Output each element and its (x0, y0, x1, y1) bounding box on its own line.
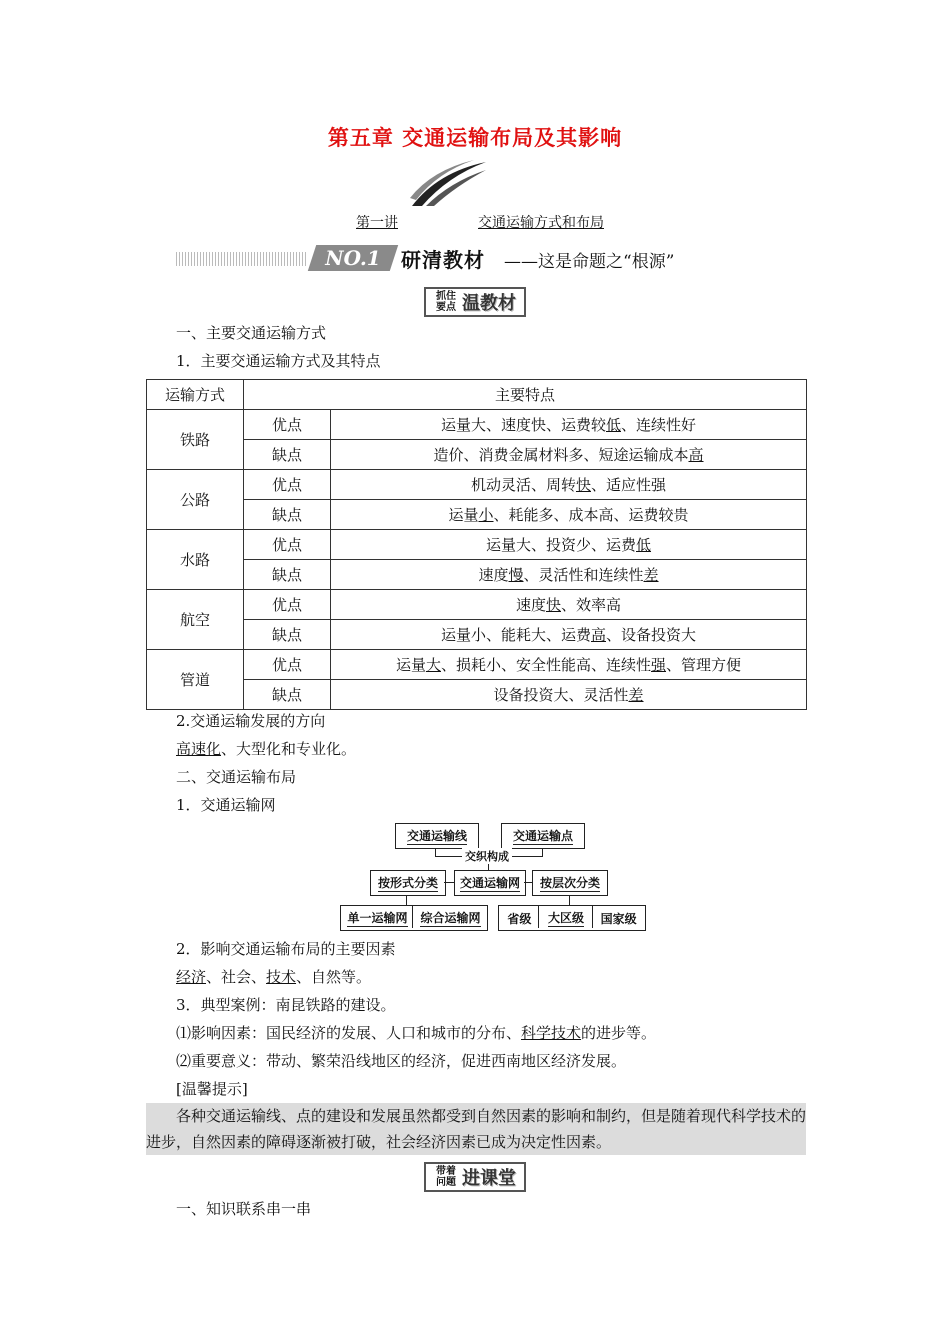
mode-cell: 铁路 (147, 410, 244, 470)
con-label: 缺点 (244, 680, 331, 710)
swoosh-decoration (408, 160, 488, 210)
transport-table (146, 379, 807, 710)
direction-text: 高速化、大型化和专业化。 (176, 740, 357, 758)
case-factors: ⑴影响因素：国民经济的发展、人口和城市的分布、科学技术的进步等。 (176, 1024, 657, 1042)
tip-box (146, 1103, 806, 1155)
banner-stripe (176, 252, 308, 266)
tag-into-class: 带着 问题 进课堂 (424, 1162, 526, 1192)
weave-label: 交织构成 (462, 848, 512, 864)
table-row (147, 590, 807, 620)
pro-value: 机动灵活、周转快、适应性强 (331, 470, 807, 500)
tag-review-textbook: 抓住 要点 温教材 (424, 287, 526, 317)
heading-1-1: 1．主要交通运输方式及其特点 (176, 352, 381, 370)
box-form: 按形式分类 (370, 870, 446, 896)
box-level: 按层次分类 (532, 870, 608, 896)
table-row (147, 530, 807, 560)
mode-cell: 水路 (147, 530, 244, 590)
tip-label: [温馨提示] (176, 1080, 248, 1098)
pro-value: 运量大、速度快、运费较低、连续性好 (331, 410, 807, 440)
heading-2: 二、交通运输布局 (176, 768, 297, 786)
heading-1: 一、主要交通运输方式 (176, 324, 327, 342)
box-line: 交通运输线 (395, 823, 479, 849)
section-banner (176, 242, 736, 276)
con-value: 运量小、耗能多、成本高、运费较贵 (331, 500, 807, 530)
heading-2-2: 2．影响交通运输布局的主要因素 (176, 940, 396, 958)
pro-value: 运量大、投资少、运费低 (331, 530, 807, 560)
table-row (147, 440, 807, 470)
con-value: 速度慢、灵活性和连续性差 (331, 560, 807, 590)
transport-network-diagram (340, 822, 650, 932)
pro-label: 优点 (244, 590, 331, 620)
chapter-title: 第五章 交通运输布局及其影响 (327, 126, 623, 150)
table-row (147, 650, 807, 680)
con-value: 运量小、能耗大、运费高、设备投资大 (331, 620, 807, 650)
lecture-title: 交通运输方式和布局 (478, 215, 604, 231)
mode-cell: 公路 (147, 470, 244, 530)
box-point: 交通运输点 (501, 823, 585, 849)
lecture-number: 第一讲 (356, 215, 398, 231)
table-row (147, 470, 807, 500)
table-header: 主要特点 (244, 380, 807, 410)
table-row (147, 500, 807, 530)
table-row (147, 680, 807, 710)
pro-value: 速度快、效率高 (331, 590, 807, 620)
no1-badge: NO.1 (308, 245, 398, 271)
con-label: 缺点 (244, 560, 331, 590)
heading-1-2: 2.交通运输发展的方向 (176, 712, 326, 730)
table-header: 运输方式 (147, 380, 244, 410)
con-label: 缺点 (244, 440, 331, 470)
con-label: 缺点 (244, 620, 331, 650)
pro-value: 运量大、损耗小、安全性能高、连续性强、管理方便 (331, 650, 807, 680)
pro-label: 优点 (244, 410, 331, 440)
pro-label: 优点 (244, 470, 331, 500)
box-level-types: 省级 大区级 国家级 (498, 905, 646, 931)
case-significance: ⑵重要意义：带动、繁荣沿线地区的经济，促进西南地区经济发展。 (176, 1052, 627, 1070)
pro-label: 优点 (244, 530, 331, 560)
heading-3: 一、知识联系串一串 (176, 1200, 312, 1218)
heading-2-1: 1．交通运输网 (176, 796, 276, 814)
table-row (147, 560, 807, 590)
con-value: 设备投资大、灵活性差 (331, 680, 807, 710)
table-row (147, 410, 807, 440)
mode-cell: 管道 (147, 650, 244, 710)
tip-body: 各种交通运输线、点的建设和发展虽然都受到自然因素的影响和制约，但是随着现代科学技术的进步，自然因素的障碍逐渐被打破，社会经济因素已成为决定性因素。 (146, 1107, 807, 1151)
banner-sub: ——这是命题之“根源” (504, 252, 675, 272)
heading-2-3: 3．典型案例：南昆铁路的建设。 (176, 996, 396, 1014)
con-value: 造价、消费金属材料多、短途运输成本高 (331, 440, 807, 470)
mode-cell: 航空 (147, 590, 244, 650)
table-row (147, 620, 807, 650)
pro-label: 优点 (244, 650, 331, 680)
banner-main: 研清教材 (401, 248, 485, 272)
factors-text: 经济、社会、技术、自然等。 (176, 968, 372, 986)
box-net: 交通运输网 (454, 870, 526, 896)
box-form-types: 单一运输网 综合运输网 (340, 905, 488, 931)
con-label: 缺点 (244, 500, 331, 530)
